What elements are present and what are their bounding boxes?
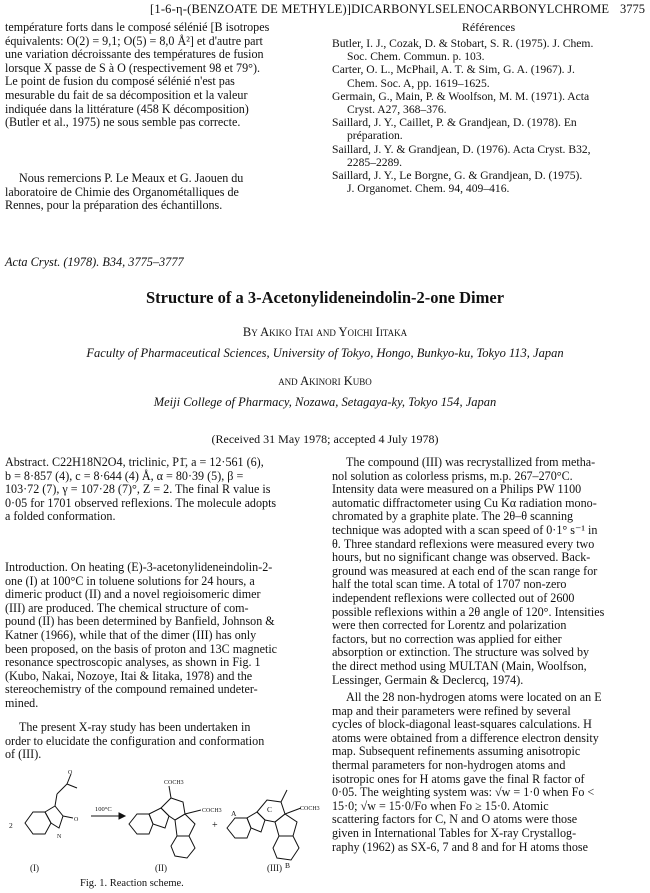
reference-entry xyxy=(332,37,647,63)
text-line: Lessinger, Germain & Declercq, 1974). xyxy=(332,672,524,687)
text-line: resonance spectroscopic analyses, as shown in Fig. 1 xyxy=(5,655,261,670)
text-line: température forts dans le composé sélénié [B isotropes xyxy=(5,20,270,34)
ring-label-a: A xyxy=(231,809,237,818)
text-line: were then corrected for Lorentz and polarization xyxy=(332,618,567,633)
text-line: 0·05 for 1701 observed reflexions. The molecule adopts xyxy=(5,495,277,510)
text-line: of (III). xyxy=(5,747,42,762)
text-line: b = 8·857 (4), c = 8·644 (4) Å, α = 80·39 (5), β = xyxy=(5,468,244,483)
received-dates xyxy=(0,432,650,447)
reaction-scheme-figure xyxy=(5,768,323,876)
coch3-group-iii: COCH3 xyxy=(300,806,320,812)
text-line: lorsque X passe de S à O (respectivement 98 et 79°). xyxy=(5,60,261,75)
lactam-o-i: O xyxy=(74,817,79,823)
affiliation-1: Faculty of Pharmaceutical Sciences, University of Tokyo, Hongo, Bunkyo-ku, Tokyo 113, Japan xyxy=(86,346,564,360)
text-line: isotropic ones for H atoms gave the final R factor of xyxy=(332,771,585,786)
acknowledgement xyxy=(5,172,318,213)
article-title: Structure of a 3-Acetonylideneindolin-2-one Dimer xyxy=(145,288,505,307)
reference-line: Saillard, J. Y., Caillet, P. & Grandjean, D. (1978). En xyxy=(332,116,577,130)
text-line: absorption or extinction. The structure was solved by xyxy=(332,645,590,660)
references-list xyxy=(332,37,647,195)
prev-article-text xyxy=(5,21,318,130)
reference-line: Chem. Soc. A, pp. 1619–1625. xyxy=(347,76,490,90)
text-line: thermal parameters for non-hydrogen atoms and xyxy=(332,757,566,772)
references-heading: Références xyxy=(461,20,516,34)
text-line: Abstract. C22H18N2O4, triclinic, P1̄, a = 12·561 (6), xyxy=(5,455,264,469)
plus-sign: + xyxy=(212,820,218,831)
text-line: 15·0; √w = 15·0/Fo when Fo ≥ 15·0. Atomic xyxy=(332,798,549,813)
compound-ii-ring-1 xyxy=(129,814,153,834)
reference-line: J. Organomet. Chem. 94, 409–416. xyxy=(347,182,510,196)
ring-label-b: B xyxy=(285,861,291,870)
text-line: map. Subsequent refinements assuming anisotropic xyxy=(332,744,581,759)
compound-i-five-ring xyxy=(45,806,63,828)
text-line: Rennes, pour la préparation des échantillons. xyxy=(5,198,223,213)
page-number: 3775 xyxy=(620,2,645,16)
authors-line-1: By Akiko Itai and Yoichi Iitaka xyxy=(242,325,408,339)
text-line: chromated by a graphite plate. The 2θ–θ scanning xyxy=(332,509,574,524)
text-line: nol solution as colorless prisms, m.p. 267–270°C. xyxy=(332,468,573,483)
text-line: θ. Three standard reflexions were measured every two xyxy=(332,536,595,551)
compound-iii-ring-a xyxy=(227,818,251,838)
received-text: (Received 31 May 1978; accepted 4 July 1978) xyxy=(211,432,439,446)
text-line: half the total scan time. A total of 1707 non-zero xyxy=(332,577,567,592)
arrow-condition: 100°C xyxy=(95,806,112,813)
reference-entry xyxy=(332,63,647,89)
journal-citation: Acta Cryst. (1978). B34, 3775–3777 xyxy=(5,255,184,269)
text-line: stereochemistry of the compound remained undeter- xyxy=(5,682,258,697)
text-line: ground was measured at each end of the scan range for xyxy=(332,563,598,578)
compound-ii-ring-5 xyxy=(171,836,195,858)
reference-line: Germain, G., Main, P. & Woolfson, M. M. (1971). Acta xyxy=(332,89,590,103)
coch3-group-ii-b: COCH3 xyxy=(202,808,222,814)
text-line: independent reflexions were collected out of 2600 xyxy=(332,590,575,605)
compound-iii-ring-2 xyxy=(247,812,265,832)
text-line: (Kubo, Nakai, Nozoye, Itai & Iitaka, 1978) and the xyxy=(5,668,253,683)
text-line: The compound (III) was recrystallized from metha- xyxy=(346,455,596,469)
coch3-group-ii: COCH3 xyxy=(164,780,184,786)
reference-line: préparation. xyxy=(347,129,403,143)
figure-caption: Fig. 1. Reaction scheme. xyxy=(80,878,184,889)
reference-line: Saillard, J. Y. & Grandjean, D. (1976). Acta Cryst. B32, xyxy=(332,142,591,156)
text-line: possible reflexions within a 2θ angle of 120°. Intensities xyxy=(332,604,605,619)
reference-line: Soc. Chem. Commun. p. 103. xyxy=(347,50,485,64)
text-line: given in International Tables for X-ray Crystallog- xyxy=(332,825,577,840)
label-compound-iii: (III) xyxy=(267,863,282,873)
compound-ii-ring-2 xyxy=(149,808,169,828)
text-line: Nous remercions P. Le Meaux et G. Jaouen du xyxy=(19,171,244,185)
reference-line: Saillard, J. Y., Le Borgne, G. & Grandjean, D. (1975). xyxy=(332,169,583,183)
text-line: cycles of block-diagonal least-squares calculations. H xyxy=(332,717,592,732)
text-line: mesurable du fait de sa décomposition et la valeur xyxy=(5,87,248,102)
text-line: order to elucidate the configuration and conformation xyxy=(5,733,265,748)
authors-line-2: and Akinori Kubo xyxy=(278,374,372,388)
reference-line: Cryst. A27, 368–376. xyxy=(347,103,447,117)
text-line: hours, but no significant change was observed. Back- xyxy=(332,550,591,565)
affiliation-2: Meiji College of Pharmacy, Nozawa, Setagaya-ky, Tokyo 154, Japan xyxy=(153,395,497,409)
stoichiometry-2: 2 xyxy=(9,821,13,830)
reference-entry xyxy=(332,143,647,169)
reference-line: Butler, I. J., Cozak, D. & Stobart, S. R. (1975). J. Chem. xyxy=(332,37,594,50)
introduction xyxy=(5,561,323,711)
text-line: une variation décroissante des températures de fusion xyxy=(5,47,264,62)
text-line: raphy (1962) as SX-6, 7 and 8 and for H atoms those xyxy=(332,839,588,854)
text-line: mined. xyxy=(5,695,39,710)
text-line: automatic diffractometer using Cu Kα radiation mono- xyxy=(332,495,597,510)
reaction-arrow-head xyxy=(119,813,125,819)
text-line: scattering factors for C, N and O atoms were those xyxy=(332,812,578,827)
compound-iii-ring-b xyxy=(273,836,299,860)
reference-entry xyxy=(332,169,647,195)
text-line: 0·05. The weighting system was: √w = 1·0 when Fo < xyxy=(332,785,595,800)
text-line: pound (II) has been determined by Banfield, Johnson & xyxy=(5,614,275,629)
text-line: one (I) at 100°C in toluene solutions for 24 hours, a xyxy=(5,573,255,588)
text-line: dimeric product (II) and a novel regioisomeric dimer xyxy=(5,587,261,602)
text-line: been proposed, on the basis of proton and 13C magnetic xyxy=(5,641,278,656)
compound-ii-ring-4 xyxy=(175,814,195,836)
reference-line: Carter, O. L., McPhail, A. T. & Sim, G. A. (1967). J. xyxy=(332,63,575,77)
experimental-text xyxy=(332,456,647,687)
text-line: The present X-ray study has been undertaken in xyxy=(19,720,251,734)
text-line: (III) are produced. The chemical structure of com- xyxy=(5,600,249,615)
running-header xyxy=(0,0,650,18)
running-title: [1-6-η-(BENZOATE DE METHYLE)]DICARBONYLSELENOCARBONYLCHROME xyxy=(150,2,610,16)
nh-i: N xyxy=(57,834,62,840)
reference-entry xyxy=(332,90,647,116)
text-line: map and their parameters were refined by several xyxy=(332,703,571,718)
label-compound-i: (I) xyxy=(30,863,39,873)
text-line: équivalents: O(2) = 9,1; O(5) = 8,0 Å²] et d'autre part xyxy=(5,33,263,48)
text-line: laboratoire de Chimie des Organométalliques de xyxy=(5,184,239,199)
text-line: technique was adopted with a scan speed of 0·1° s⁻¹ in xyxy=(332,522,598,537)
text-line: All the 28 non-hydrogen atoms were located on an E xyxy=(346,690,602,704)
carbonyl-o-i: O xyxy=(68,770,73,776)
reference-entry xyxy=(332,116,647,142)
present-study xyxy=(5,721,323,762)
label-compound-ii: (II) xyxy=(155,863,167,873)
text-line: Katner (1966), while that of the dimer (III) has only xyxy=(5,627,257,642)
text-line: a folded conformation. xyxy=(5,509,116,524)
text-line: Introduction. On heating (E)-3-acetonylideneindolin-2- xyxy=(5,560,273,574)
text-line: the direct method using MULTAN (Main, Woolfson, xyxy=(332,658,587,673)
text-line: 103·72 (7), γ = 107·28 (7)°, Z = 2. The final R value is xyxy=(5,482,271,497)
text-line: (Butler et al., 1975) ne sous semble pas correcte. xyxy=(5,115,241,130)
abstract xyxy=(5,456,323,524)
text-line: indiquée dans la littérature (458 K décomposition) xyxy=(5,101,249,116)
text-line: Intensity data were measured on a Philips PW 1100 xyxy=(332,482,582,497)
reference-line: 2285–2289. xyxy=(347,155,403,169)
text-line: factors, but no correction was applied for either xyxy=(332,631,562,646)
text-line: Le point de fusion du composé sélénié n'est pas xyxy=(5,74,235,89)
ring-label-c: C xyxy=(267,805,273,814)
text-line: atoms were obtained from a difference electron density xyxy=(332,730,599,745)
compound-iii-ring-4 xyxy=(275,814,297,836)
refinement-text xyxy=(332,691,647,854)
